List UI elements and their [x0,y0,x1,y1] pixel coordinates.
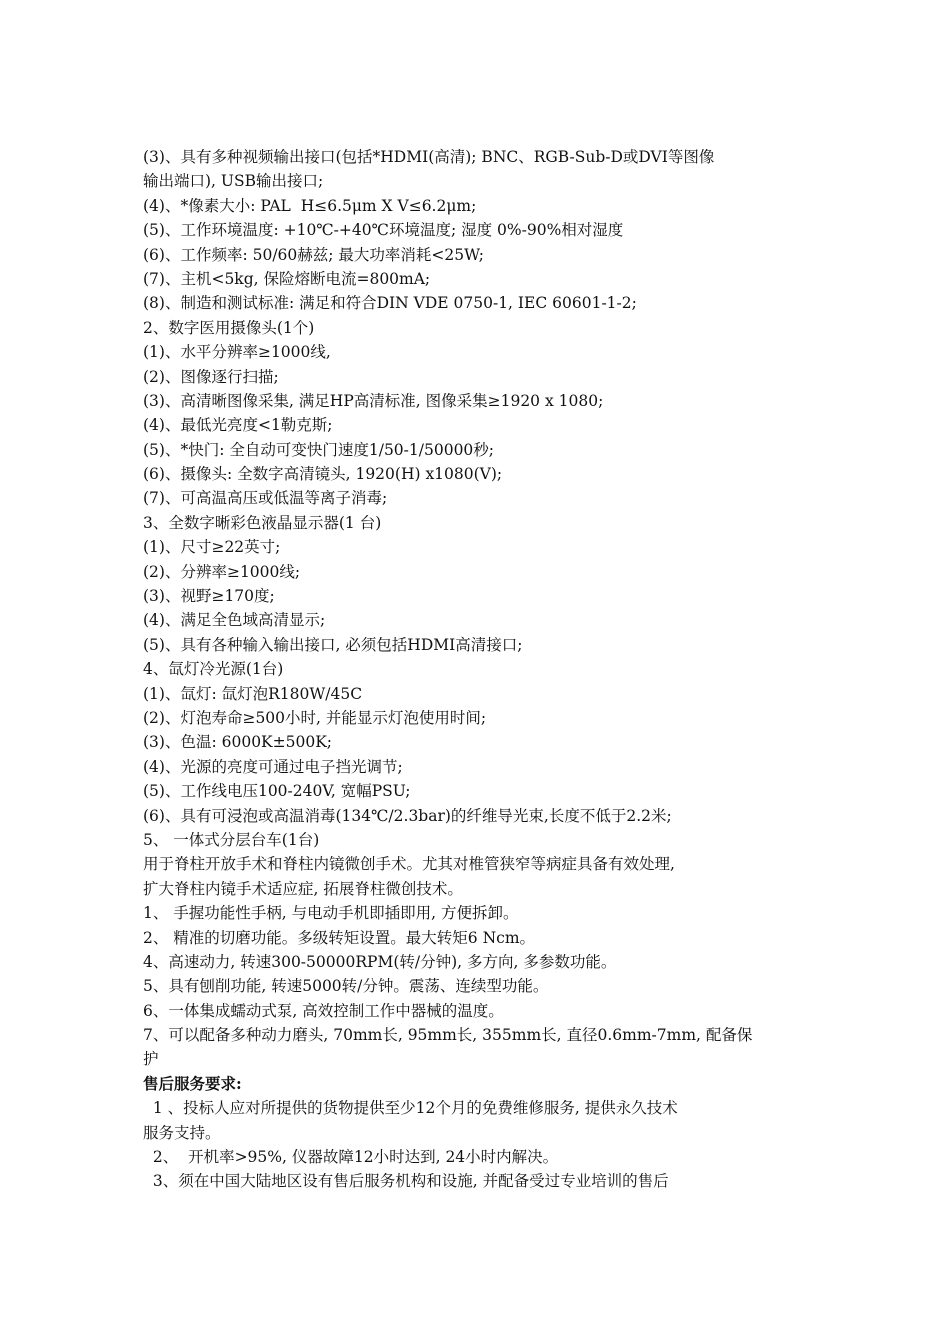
document-line: 护 [143,1050,159,1069]
document-line: 4、高速动力, 转速300-50000RPM(转/分钟), 多方向, 多参数功能。 [143,952,617,971]
document-line: (3)、高清晰图像采集, 满足HP高清标准, 图像采集≥1920 x 1080; [143,391,604,410]
document-line: (3)、视野≥170度; [143,587,275,606]
document-line: (4)、光源的亮度可通过电子挡光调节; [143,757,403,776]
document-body [143,145,811,1194]
document-line: (4)、*像素大小: PAL H≤6.5μm X V≤6.2μm; [143,196,477,215]
document-line: 扩大脊柱内镜手术适应症, 拓展脊柱微创技术。 [143,879,463,898]
document-line: (5)、工作环境温度: +10℃-+40℃环境温度; 湿度 0%-90%相对湿度 [143,221,624,240]
document-line: 1 、投标人应对所提供的货物提供至少12个月的免费维修服务, 提供永久技术 [143,1099,678,1118]
document-line: (7)、主机<5kg, 保险熔断电流=800mA; [143,269,431,288]
document-line: 2、数字医用摄像头(1个) [143,318,315,337]
document-line: 5、 一体式分层台车(1台) [143,830,320,849]
document-line: 1、 手握功能性手柄, 与电动手机即插即用, 方便拆卸。 [143,904,519,923]
document-line: 2、 开机率>95%, 仪器故障12小时达到, 24小时内解决。 [143,1148,559,1167]
document-line: (8)、制造和测试标准: 满足和符合DIN VDE 0750-1, IEC 60601-1-2; [143,294,637,313]
document-line: 2、 精准的切磨功能。多级转矩设置。最大转矩6 Ncm。 [143,928,536,947]
document-line: (1)、尺寸≥22英寸; [143,538,281,557]
document-line: 6、一体集成蠕动式泵, 高效控制工作中器械的温度。 [143,1001,504,1020]
document-line: 3、全数字晰彩色液晶显示器(1 台) [143,513,382,532]
document-line: 5、具有刨削功能, 转速5000转/分钟。震荡、连续型功能。 [143,977,549,996]
document-line: 7、可以配备多种动力磨头, 70mm长, 95mm长, 355mm长, 直径0.6mm-7mm, 配备保 [143,1026,753,1045]
document-line: (5)、工作线电压100-240V, 宽幅PSU; [143,782,411,801]
document-line: (2)、分辨率≥1000线; [143,562,301,581]
document-line: 服务支持。 [143,1123,221,1142]
document-line: 3、须在中国大陆地区设有售后服务机构和设施, 并配备受过专业培训的售后 [143,1172,669,1191]
section-heading: 售后服务要求: [143,1073,242,1093]
document-line: 用于脊柱开放手术和脊柱内镜微创手术。尤其对椎管狭窄等病症具备有效处理, [143,855,675,874]
document-line: (1)、水平分辨率≥1000线, [143,343,331,362]
document-line: (6)、工作频率: 50/60赫兹; 最大功率消耗<25W; [143,245,484,264]
document-line: (3)、色温: 6000K±500K; [143,733,333,752]
document-line: (4)、最低光亮度<1勒克斯; [143,416,333,435]
document-line: (1)、氙灯: 氙灯泡R180W/45C [143,684,363,703]
document-line: (3)、具有多种视频输出接口(包括*HDMI(高清); BNC、RGB-Sub-D或DVI等图像 [143,148,715,166]
document-line: (2)、灯泡寿命≥500小时, 并能显示灯泡使用时间; [143,708,487,727]
document-line: (6)、具有可浸泡或高温消毒(134℃/2.3bar)的纤维导光束,长度不低于2.2米; [143,806,672,825]
document-line: 4、氙灯冷光源(1台) [143,660,284,679]
document-line: 输出端口), USB输出接口; [143,172,324,191]
document-line: (6)、摄像头: 全数字高清镜头, 1920(H) x1080(V); [143,465,503,484]
document-line: (2)、图像逐行扫描; [143,367,279,386]
document-line: (7)、可高温高压或低温等离子消毒; [143,489,388,508]
document-line: (5)、具有各种输入输出接口, 必须包括HDMI高清接口; [143,635,523,654]
document-line: (5)、*快门: 全自动可变快门速度1/50-1/50000秒; [143,440,495,459]
document-line: (4)、满足全色域高清显示; [143,611,326,630]
